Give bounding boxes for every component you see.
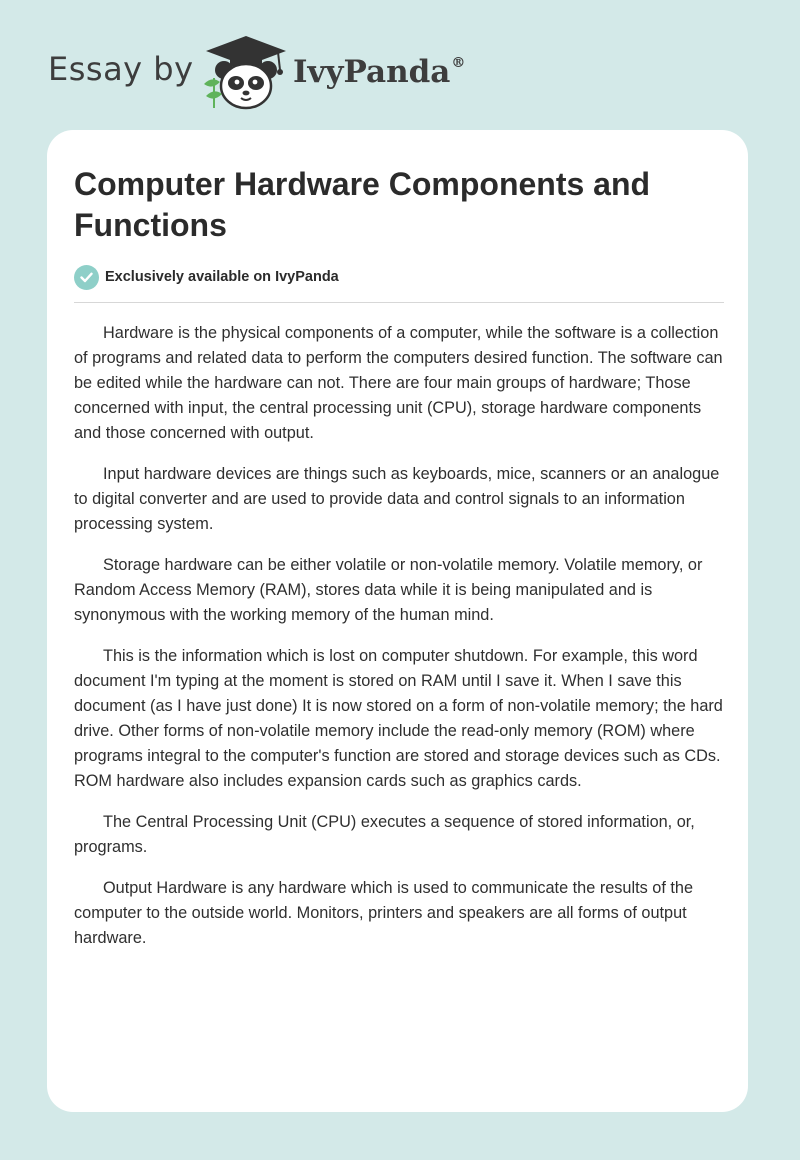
page-title: Computer Hardware Components and Functions <box>74 166 651 243</box>
essay-by-label: Essay by <box>48 50 194 88</box>
brand-name: IvyPanda <box>293 54 451 90</box>
paragraph: Storage hardware can be either volatile or non-volatile memory. Volatile memory, or Random Access Memory (RAM), stores data while it is being manipulated and is synonymous with the working memory of the human mind. <box>74 556 703 624</box>
registered-mark: ® <box>451 54 466 71</box>
badge-label: Exclusively available on IvyPanda <box>105 269 339 285</box>
paragraph: Output Hardware is any hardware which is used to communicate the results of the computer to the outside world. Monitors, printers and speakers are all forms of output hardware. <box>74 879 694 947</box>
essay-body <box>74 321 724 967</box>
brand-logo[interactable] <box>293 54 465 90</box>
site-header <box>48 34 548 110</box>
paragraph: Hardware is the physical components of a computer, while the software is a collection of programs and related data to perform the computers desired function. The software can be edited while the hardware can not. There are four main groups of hardware; Those concerned with input, the central processing unit (CPU), storage hardware components and those concerned with output. <box>74 324 723 442</box>
check-circle-icon <box>74 265 99 290</box>
essay-card <box>47 130 748 1112</box>
paragraph: The Central Processing Unit (CPU) executes a sequence of stored information, or, programs. <box>74 813 695 856</box>
paragraph: Input hardware devices are things such as keyboards, mice, scanners or an analogue to digital converter and are used to provide data and control signals to an information processing system. <box>74 465 720 533</box>
paragraph: This is the information which is lost on computer shutdown. For example, this word document I'm typing at the moment is stored on RAM until I save it. When I save this document (as I have just done) It is now stored on a form of non-volatile memory; the hard drive. Other forms of non-volatile memory include the read-only memory (ROM) where programs integral to the computer's function are stored and storage devices such as CDs. ROM hardware also includes expansion cards such as graphics cards. <box>74 647 723 790</box>
exclusive-badge <box>74 264 339 290</box>
divider <box>74 302 724 303</box>
panda-graduate-icon[interactable] <box>200 34 292 110</box>
